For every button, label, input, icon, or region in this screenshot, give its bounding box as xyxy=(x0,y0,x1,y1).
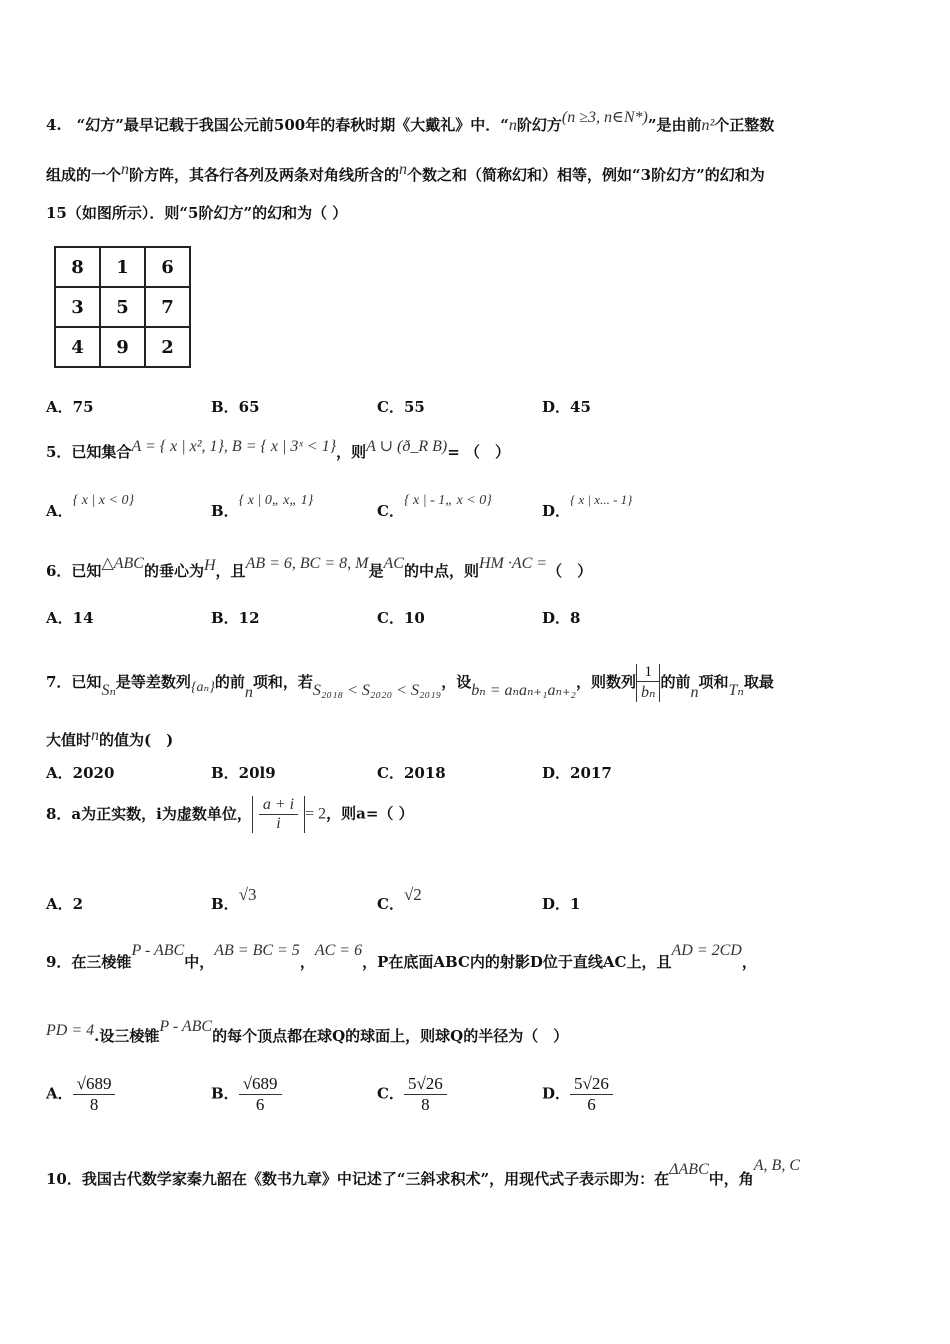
q7-math: n xyxy=(91,727,100,744)
q7-math: Sₙ xyxy=(101,682,116,699)
q6-text: 的中点，则 xyxy=(403,562,479,580)
q6-math: H xyxy=(203,557,216,574)
q6-text: 的垂心为 xyxy=(143,562,204,580)
grid-cell: 7 xyxy=(145,287,190,327)
q8-option-c[interactable] xyxy=(377,885,422,914)
q6-text: （ ） xyxy=(547,562,593,580)
q5-option-c[interactable] xyxy=(377,493,492,521)
option-fraction xyxy=(404,1074,447,1115)
q7-text: 项和 xyxy=(698,673,729,691)
q7-option-a[interactable]: A．2020 xyxy=(46,764,115,782)
fraction-numerator: 5√26 xyxy=(570,1074,613,1095)
q7-text: 取最 xyxy=(743,673,774,691)
q6-math: AC xyxy=(383,555,404,572)
q7-option-d[interactable]: D．2017 xyxy=(542,764,612,782)
fraction-numerator: a + i xyxy=(259,796,298,815)
q7-math: {aₙ} xyxy=(190,680,215,695)
q4-math: n² xyxy=(701,117,715,134)
fraction-denominator: 6 xyxy=(255,1095,265,1114)
q5-option-b[interactable] xyxy=(211,493,314,521)
q8-math: = 2 xyxy=(305,805,327,823)
q4-math: n xyxy=(508,117,517,134)
option-math: { x | x... - 1} xyxy=(570,492,633,507)
fraction-numerator: 5√26 xyxy=(404,1074,447,1095)
grid-cell: 5 xyxy=(100,287,145,327)
fraction-numerator: √689 xyxy=(73,1074,116,1095)
q9-stem xyxy=(46,942,757,972)
q6-text: 6．已知 xyxy=(46,562,102,580)
option-fraction xyxy=(570,1074,613,1115)
fraction-denominator: i xyxy=(276,815,281,832)
q6-math: AB = 6, BC = 8, M xyxy=(245,555,369,572)
grid-cell: 9 xyxy=(100,327,145,367)
q8-option-a[interactable] xyxy=(46,893,83,914)
option-label: B． xyxy=(211,895,239,913)
q7-math: n xyxy=(690,684,699,701)
option-label: D． xyxy=(542,502,571,520)
q7-math: bₙ = aₙaₙ₊₁aₙ₊₂ xyxy=(471,682,576,699)
q7-text: 7．已知 xyxy=(46,673,102,691)
q4-line1 xyxy=(46,109,775,135)
option-label: A．2 xyxy=(46,895,84,913)
q10-stem xyxy=(46,1157,800,1189)
option-fraction xyxy=(73,1074,116,1115)
q5-text: = （ ） xyxy=(447,443,511,461)
q9-text: ，P在底面ABC内的射影D位于直线AC上，且 xyxy=(362,953,672,971)
reciprocal-fraction xyxy=(636,664,660,702)
q4-text: 阶方阵，其各行各列及两条对角线所含的 xyxy=(129,166,400,184)
q4-text: 个数之和（简称幻和）相等，例如“3阶幻方”的幻和为 xyxy=(407,166,765,184)
q9-option-b[interactable] xyxy=(211,1074,282,1115)
q6-math: △ABC xyxy=(101,555,144,572)
q4-text: 个正整数 xyxy=(714,116,775,134)
q6-stem xyxy=(46,555,593,581)
q9-math: P - ABC xyxy=(159,1018,213,1035)
q6-math: HM ·AC = xyxy=(478,555,548,572)
q7-math: n xyxy=(244,684,253,701)
q6-text: ，且 xyxy=(215,562,246,580)
option-label: B． xyxy=(211,502,239,520)
option-label: B． xyxy=(211,1084,239,1103)
grid-cell: 6 xyxy=(145,247,190,287)
option-math: √2 xyxy=(403,885,422,904)
q7-text: 是等差数列 xyxy=(115,673,191,691)
q10-math: A, B, C xyxy=(753,1157,800,1174)
option-math: { x | - 1„ x < 0} xyxy=(403,493,492,508)
q10-text: 中，角 xyxy=(708,1170,754,1188)
q9-math: AC = 6 xyxy=(314,942,363,959)
q4-text: 组成的一个 xyxy=(46,166,122,184)
q4-option-c[interactable]: C．55 xyxy=(377,398,425,416)
q5-math: A = { x | x², 1}, B = { x | 3ˣ < 1} xyxy=(131,438,337,455)
q9-math: PD = 4 xyxy=(46,1022,95,1039)
magic-square-figure xyxy=(54,246,191,368)
q7-option-b[interactable]: B．20l9 xyxy=(211,764,276,782)
q4-math: n xyxy=(399,161,408,178)
modulus-expression xyxy=(252,796,305,833)
q7-stem xyxy=(46,664,774,702)
q4-math: n xyxy=(121,161,130,178)
fraction-numerator: √689 xyxy=(239,1074,282,1095)
q8-option-b[interactable] xyxy=(211,885,257,914)
q4-math: (n ≥3, n∈N*) xyxy=(561,109,648,126)
q9-text: 的每个顶点都在球Q的球面上，则球Q的半径为（ ） xyxy=(212,1027,569,1045)
option-label: A． xyxy=(46,502,73,520)
fraction-denominator: 8 xyxy=(421,1095,430,1114)
q9-math: AB = BC = 5 xyxy=(214,942,300,959)
q7-text: 大值时 xyxy=(46,731,92,749)
option-math: { x | 0„ x„ 1} xyxy=(238,493,314,508)
q9-option-a[interactable] xyxy=(46,1074,115,1115)
grid-cell: 8 xyxy=(55,247,100,287)
option-label: A． xyxy=(46,1084,73,1103)
q9-text: .设三棱锥 xyxy=(94,1027,160,1045)
option-label: C． xyxy=(377,502,404,520)
q5-text: ，则 xyxy=(336,443,367,461)
q9-text: 9．在三棱锥 xyxy=(46,953,132,971)
q7-math: S₂₀₁₈ < S₂₀₂₀ < S₂₀₁₉ xyxy=(312,682,442,699)
q9-text: 中， xyxy=(184,953,215,971)
fraction-denominator: 8 xyxy=(89,1095,99,1114)
q6-text: 是 xyxy=(368,562,384,580)
q9-option-c[interactable] xyxy=(377,1074,447,1115)
q6-option-a[interactable]: A．14 xyxy=(46,609,94,627)
option-label: C． xyxy=(377,895,404,913)
q7-text: 的值为( ) xyxy=(99,731,174,749)
q10-math: ΔABC xyxy=(669,1161,709,1178)
q7-text: ，则数列 xyxy=(575,673,636,691)
q7-text: 的前 xyxy=(660,673,691,691)
fraction-denominator: 6 xyxy=(587,1095,596,1114)
q8-stem xyxy=(46,796,414,833)
grid-cell: 2 xyxy=(145,327,190,367)
q4-option-d[interactable]: D．45 xyxy=(542,398,591,416)
q4-line3: 15（如图所示）．则“5阶幻方”的幻和为（ ） xyxy=(46,204,348,222)
option-label: C． xyxy=(377,1084,404,1103)
fraction-numerator: 1 xyxy=(637,664,659,682)
q8-option-d[interactable] xyxy=(542,893,580,914)
grid-cell: 3 xyxy=(55,287,100,327)
q9-math: AD = 2CD xyxy=(671,942,742,959)
option-math: { x | x < 0} xyxy=(72,493,135,508)
grid-cell: 4 xyxy=(55,327,100,367)
q6-option-b[interactable]: B．12 xyxy=(211,609,260,627)
q9-line2 xyxy=(46,1018,569,1046)
q9-math: P - ABC xyxy=(131,942,185,959)
q7-text: 的前 xyxy=(214,673,245,691)
fraction-denominator: bₙ xyxy=(640,684,656,701)
q7-line2 xyxy=(46,729,173,750)
q4-text: 阶幻方 xyxy=(516,116,562,134)
q6-option-d[interactable]: D．8 xyxy=(542,609,581,627)
option-label: D． xyxy=(542,1084,571,1103)
q10-text: 10．我国古代数学家秦九韶在《数书九章》中记述了“三斜求积术”，用现代式子表示即为：在 xyxy=(46,1170,670,1188)
q8-fraction xyxy=(259,796,298,833)
option-math: √3 xyxy=(238,885,257,904)
q4-text: ”是由前 xyxy=(647,116,702,134)
q8-text: ，则a=（ ） xyxy=(326,804,414,823)
option-fraction xyxy=(239,1074,282,1115)
q9-option-d[interactable] xyxy=(542,1074,613,1115)
q8-text: 8．a为正实数，i为虚数单位， xyxy=(46,804,252,823)
q7-text: 项和，若 xyxy=(252,673,313,691)
q9-text: ， xyxy=(299,953,315,971)
q9-text: ， xyxy=(741,953,757,971)
q5-option-d[interactable] xyxy=(542,492,633,521)
q5-math: A ∪ (ð_R B) xyxy=(366,438,448,455)
q4-option-b[interactable]: B．65 xyxy=(211,398,260,416)
q7-text: ，设 xyxy=(441,673,472,691)
option-label: D．1 xyxy=(542,895,581,913)
q5-option-a[interactable] xyxy=(46,493,135,521)
q7-option-c[interactable]: C．2018 xyxy=(377,764,446,782)
q4-text: 4. “幻方”最早记载于我国公元前500年的春秋时期《大戴礼》中．“ xyxy=(46,116,509,134)
q7-math: Tₙ xyxy=(728,682,744,699)
q4-option-a[interactable]: A．75 xyxy=(46,398,94,416)
q5-stem xyxy=(46,438,511,462)
q6-option-c[interactable]: C．10 xyxy=(377,609,425,627)
q5-text: 5．已知集合 xyxy=(46,443,132,461)
grid-cell: 1 xyxy=(100,247,145,287)
q4-line2 xyxy=(46,161,765,185)
